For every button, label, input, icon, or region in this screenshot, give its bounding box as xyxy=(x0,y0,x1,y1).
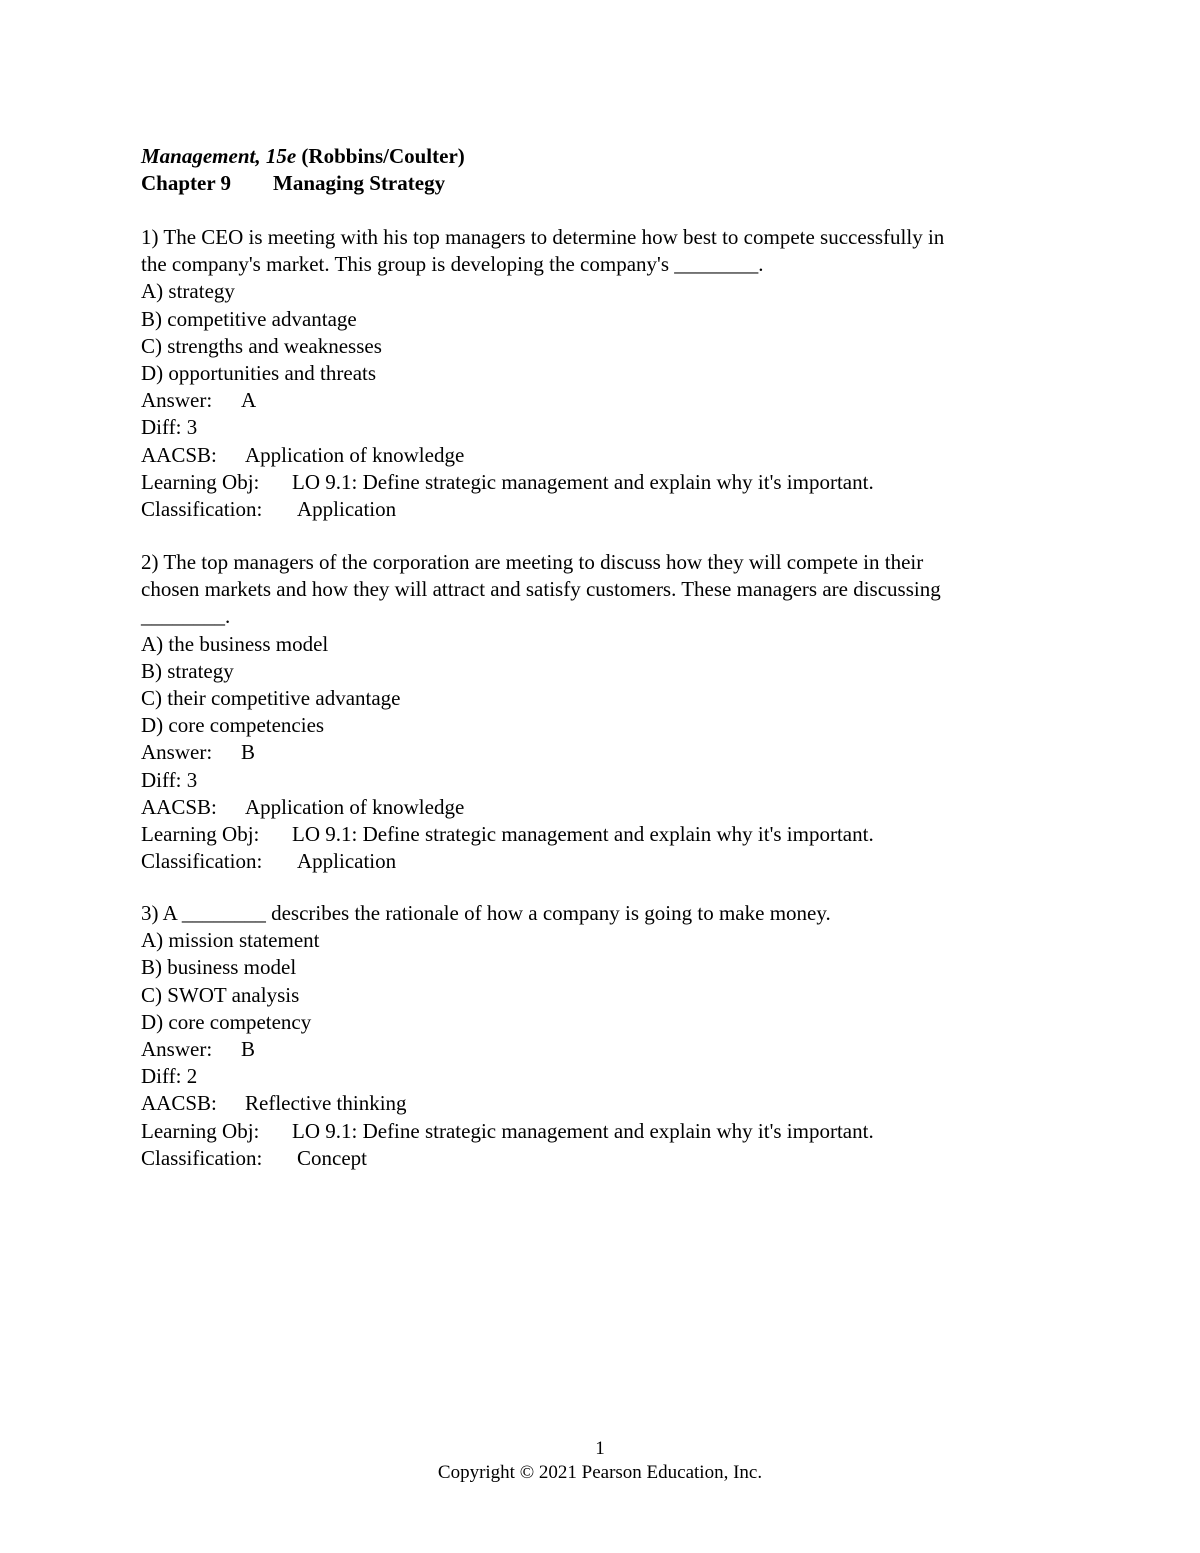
aacsb-label: AACSB: xyxy=(141,1091,217,1116)
classification-label: Classification: xyxy=(141,497,263,522)
question-3 xyxy=(141,900,1061,1172)
classification-value: Concept xyxy=(297,1145,367,1170)
learning-obj-value: LO 9.1: Define strategic management and explain why it's important. xyxy=(292,469,874,494)
option-b: B) competitive advantage xyxy=(141,306,357,331)
classification-label: Classification: xyxy=(141,849,263,874)
chapter-title: Managing Strategy xyxy=(273,171,446,195)
aacsb-line xyxy=(141,794,1061,821)
book-title-line xyxy=(141,143,1061,170)
option-c: C) their competitive advantage xyxy=(141,686,401,711)
option-b: B) business model xyxy=(141,955,297,980)
aacsb-line xyxy=(141,1090,1061,1117)
classification-label: Classification: xyxy=(141,1145,263,1170)
learning-obj-label: Learning Obj: xyxy=(141,469,260,494)
question-2 xyxy=(141,549,1061,875)
aacsb-value: Reflective thinking xyxy=(245,1091,407,1116)
aacsb-label: AACSB: xyxy=(141,794,217,819)
document-header xyxy=(141,143,1061,197)
classification-line xyxy=(141,1145,1061,1172)
option-c: C) SWOT analysis xyxy=(141,982,300,1007)
aacsb-value: Application of knowledge xyxy=(245,442,465,467)
chapter-number: Chapter 9 xyxy=(141,171,232,195)
option-d: D) core competency xyxy=(141,1009,312,1034)
learning-obj-value: LO 9.1: Define strategic management and explain why it's important. xyxy=(292,1118,874,1143)
option-a: A) mission statement xyxy=(141,928,320,953)
answer-line xyxy=(141,1036,1061,1063)
answer-value: B xyxy=(241,740,256,765)
question-stem-line: 3) A ________ describes the rationale of how a company is going to make money. xyxy=(141,901,831,925)
classification-value: Application xyxy=(297,849,397,874)
page-number: 1 xyxy=(595,1438,605,1459)
question-stem-line: 1) The CEO is meeting with his top managers to determine how best to compete successfully in xyxy=(141,225,945,249)
answer-label: Answer: xyxy=(141,388,213,413)
learning-obj-label: Learning Obj: xyxy=(141,1118,260,1143)
option-a: A) the business model xyxy=(141,631,329,656)
chapter-heading xyxy=(141,170,1061,197)
aacsb-label: AACSB: xyxy=(141,442,217,467)
question-1 xyxy=(141,224,1061,523)
question-stem-line: 2) The top managers of the corporation are meeting to discuss how they will compete in their xyxy=(141,550,924,574)
aacsb-line xyxy=(141,442,1061,469)
learning-obj-value: LO 9.1: Define strategic management and explain why it's important. xyxy=(292,822,874,847)
option-d: D) core competencies xyxy=(141,713,325,738)
learning-obj-line xyxy=(141,1118,1061,1145)
classification-line xyxy=(141,848,1061,875)
option-c: C) strengths and weaknesses xyxy=(141,333,382,358)
option-b: B) strategy xyxy=(141,658,234,683)
classification-line xyxy=(141,496,1061,523)
learning-obj-line xyxy=(141,821,1061,848)
difficulty: Diff: 3 xyxy=(141,767,198,792)
answer-label: Answer: xyxy=(141,740,213,765)
question-stem-line: chosen markets and how they will attract and satisfy customers. These managers are discussing xyxy=(141,577,941,602)
book-title: Management, 15e xyxy=(141,144,297,168)
book-authors: (Robbins/Coulter) xyxy=(301,144,465,168)
classification-value: Application xyxy=(297,497,397,522)
answer-label: Answer: xyxy=(141,1037,213,1062)
option-a: A) strategy xyxy=(141,279,235,304)
copyright-notice: Copyright © 2021 Pearson Education, Inc. xyxy=(437,1462,763,1483)
difficulty: Diff: 3 xyxy=(141,415,198,440)
learning-obj-line xyxy=(141,469,1061,496)
answer-line xyxy=(141,739,1061,766)
answer-value: A xyxy=(241,388,257,413)
question-stem-line: ________. xyxy=(141,604,231,629)
learning-obj-label: Learning Obj: xyxy=(141,822,260,847)
question-stem-line: the company's market. This group is developing the company's ________. xyxy=(141,252,764,277)
aacsb-value: Application of knowledge xyxy=(245,794,465,819)
difficulty: Diff: 2 xyxy=(141,1064,198,1089)
answer-value: B xyxy=(241,1037,256,1062)
option-d: D) opportunities and threats xyxy=(141,361,377,386)
answer-line xyxy=(141,387,1061,414)
